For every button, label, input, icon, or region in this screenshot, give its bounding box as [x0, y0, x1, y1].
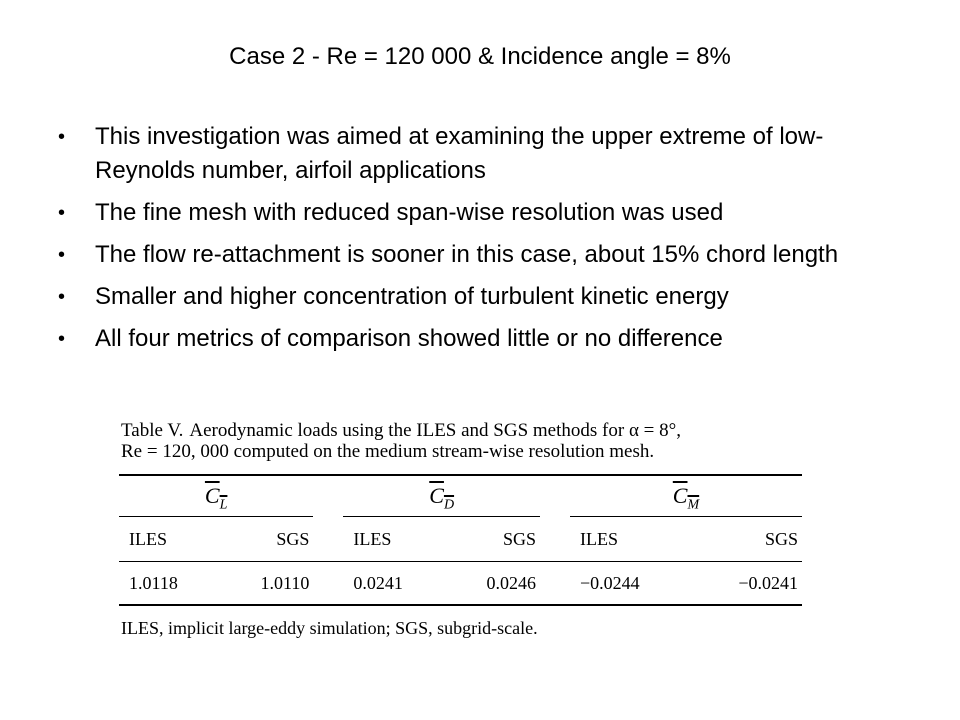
- bullet-text: This investigation was aimed at examining the upper extreme of low-Reynolds number, airfoil applications: [95, 123, 824, 184]
- bullet-text: Smaller and higher concentration of turbulent kinetic energy: [95, 283, 729, 310]
- drag-coefficient-symbol: $C_D$: [429, 482, 455, 513]
- table-group-header-lift: [119, 480, 313, 517]
- table-footnote: ILES, implicit large-eddy simulation; SGS, subgrid-scale.: [121, 618, 538, 638]
- bullet-text: The flow re-attachment is sooner in this case, about 15% chord length: [95, 241, 839, 268]
- bullet-item: [58, 322, 908, 356]
- bullet-marker: •: [58, 126, 66, 148]
- moment-coefficient-symbol: $C_M$: [672, 482, 700, 513]
- bullet-marker: •: [58, 328, 66, 350]
- lift-coefficient-symbol: $C_L$: [204, 482, 228, 513]
- table-subheader: SGS: [691, 517, 802, 562]
- table-row: [119, 562, 802, 606]
- table-cell: 0.0241: [343, 562, 447, 606]
- bullet-marker: •: [58, 286, 66, 308]
- bullet-item: [58, 280, 908, 314]
- table-group-header-drag: [343, 480, 540, 517]
- table-subheader: ILES: [119, 517, 221, 562]
- table-subheader: SGS: [447, 517, 540, 562]
- bullet-item: [58, 120, 908, 188]
- table-subheader: SGS: [221, 517, 313, 562]
- bullet-marker: •: [58, 202, 66, 224]
- bullet-text: All four metrics of comparison showed little or no difference: [95, 325, 723, 352]
- table-group-header-moment: [570, 480, 802, 517]
- bullet-item: [58, 196, 908, 230]
- loads-table: [119, 474, 802, 606]
- table-cell: 1.0118: [119, 562, 221, 606]
- table-subheader: ILES: [570, 517, 691, 562]
- bullet-item: [58, 238, 908, 272]
- table-caption-line2: Re = 120, 000 computed on the medium stream-wise resolution mesh.: [121, 441, 655, 462]
- table-subheader-row: [119, 517, 802, 562]
- table-figure: [119, 420, 809, 638]
- slide-title: Case 2 - Re = 120 000 & Incidence angle = 8%: [229, 43, 731, 70]
- table-cell: −0.0241: [691, 562, 802, 606]
- table-caption-tag: Table V.: [121, 420, 184, 441]
- table-cell: 1.0110: [221, 562, 313, 606]
- table-group-header-row: [119, 480, 802, 517]
- bullet-text: The fine mesh with reduced span-wise resolution was used: [95, 199, 724, 226]
- table-caption-line1: Aerodynamic loads using the ILES and SGS methods for α = 8°,: [189, 420, 681, 441]
- table-cell: 0.0246: [447, 562, 540, 606]
- table-caption: [121, 420, 809, 462]
- bullet-marker: •: [58, 244, 66, 266]
- table-subheader: ILES: [343, 517, 447, 562]
- bullet-list: [58, 120, 908, 364]
- table-cell: −0.0244: [570, 562, 691, 606]
